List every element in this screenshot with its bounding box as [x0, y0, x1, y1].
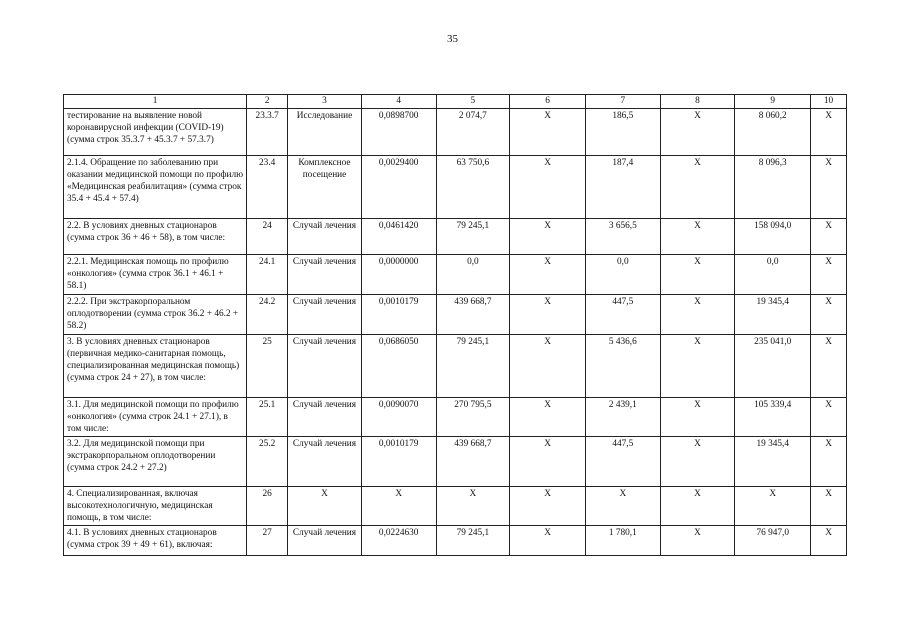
row-col6-cell: X [510, 398, 586, 437]
table-row [64, 398, 847, 437]
row-code-cell: 25 [247, 335, 288, 398]
column-header-4: 4 [361, 95, 436, 109]
row-col8-cell: X [660, 156, 735, 219]
row-name-cell: 2.2.2. При экстракорпоральном оплодотворении (сумма строк 36.2 + 46.2 + 58.2) [64, 295, 247, 335]
row-name-cell: 3.1. Для медицинской помощи по профилю «онкология» (сумма строк 24.1 + 27.1), в том числе: [64, 398, 247, 437]
row-col7-cell: 5 436,6 [585, 335, 660, 398]
row-col5-cell: 2 074,7 [436, 109, 510, 156]
row-col9-cell: 0,0 [735, 255, 811, 295]
row-col5-cell: 439 668,7 [436, 295, 510, 335]
row-col5-cell: 63 750,6 [436, 156, 510, 219]
row-col4-cell: X [361, 487, 436, 526]
row-code-cell: 25.2 [247, 437, 288, 487]
row-col5-cell: 79 245,1 [436, 526, 510, 556]
column-header-10: 10 [811, 95, 847, 109]
row-code-cell: 25.1 [247, 398, 288, 437]
table-body [64, 109, 847, 556]
row-col9-cell: 158 094,0 [735, 219, 811, 255]
row-col6-cell: X [510, 255, 586, 295]
row-col8-cell: X [660, 398, 735, 437]
row-col5-cell: 439 668,7 [436, 437, 510, 487]
row-col10-cell: X [811, 109, 847, 156]
row-name-cell: 3. В условиях дневных стационаров (первичная медико-санитарная помощь, специализированная медицинская помощь) (сумма строк 24 + 27), в том числе: [64, 335, 247, 398]
row-unit-cell: Случай лечения [288, 255, 362, 295]
row-col6-cell: X [510, 335, 586, 398]
row-col8-cell: X [660, 219, 735, 255]
row-col10-cell: X [811, 526, 847, 556]
row-col7-cell: 3 656,5 [585, 219, 660, 255]
row-unit-cell: Комплексное посещение [288, 156, 362, 219]
row-col4-cell: 0,0010179 [361, 437, 436, 487]
row-code-cell: 24 [247, 219, 288, 255]
row-col8-cell: X [660, 437, 735, 487]
table-row [64, 255, 847, 295]
row-col10-cell: X [811, 398, 847, 437]
row-col4-cell: 0,0010179 [361, 295, 436, 335]
row-code-cell: 24.1 [247, 255, 288, 295]
row-col5-cell: 79 245,1 [436, 219, 510, 255]
row-name-cell: 4.1. В условиях дневных стационаров (сумма строк 39 + 49 + 61), включая: [64, 526, 247, 556]
row-col4-cell: 0,0686050 [361, 335, 436, 398]
row-col8-cell: X [660, 295, 735, 335]
row-col7-cell: 0,0 [585, 255, 660, 295]
table-row [64, 335, 847, 398]
row-col10-cell: X [811, 156, 847, 219]
column-header-3: 3 [288, 95, 362, 109]
table-row [64, 156, 847, 219]
row-col6-cell: X [510, 295, 586, 335]
row-code-cell: 23.3.7 [247, 109, 288, 156]
row-col9-cell: 76 947,0 [735, 526, 811, 556]
row-col4-cell: 0,0461420 [361, 219, 436, 255]
table-row [64, 219, 847, 255]
row-col10-cell: X [811, 335, 847, 398]
column-header-6: 6 [510, 95, 586, 109]
row-col10-cell: X [811, 255, 847, 295]
row-col4-cell: 0,0224630 [361, 526, 436, 556]
row-col7-cell: 1 780,1 [585, 526, 660, 556]
row-unit-cell: Случай лечения [288, 437, 362, 487]
row-col8-cell: X [660, 109, 735, 156]
row-code-cell: 23.4 [247, 156, 288, 219]
row-col10-cell: X [811, 437, 847, 487]
row-col9-cell: X [735, 487, 811, 526]
column-header-2: 2 [247, 95, 288, 109]
row-col5-cell: X [436, 487, 510, 526]
row-unit-cell: X [288, 487, 362, 526]
row-col6-cell: X [510, 109, 586, 156]
row-unit-cell: Случай лечения [288, 219, 362, 255]
row-col8-cell: X [660, 255, 735, 295]
row-col10-cell: X [811, 219, 847, 255]
column-header-8: 8 [660, 95, 735, 109]
row-col4-cell: 0,0898700 [361, 109, 436, 156]
row-col7-cell: 187,4 [585, 156, 660, 219]
row-col8-cell: X [660, 335, 735, 398]
row-col9-cell: 8 060,2 [735, 109, 811, 156]
table-row [64, 109, 847, 156]
row-col6-cell: X [510, 437, 586, 487]
column-header-1: 1 [64, 95, 247, 109]
row-col9-cell: 105 339,4 [735, 398, 811, 437]
row-col5-cell: 270 795,5 [436, 398, 510, 437]
row-col5-cell: 79 245,1 [436, 335, 510, 398]
row-col7-cell: 2 439,1 [585, 398, 660, 437]
header-row [64, 95, 847, 109]
page-number: 35 [447, 33, 458, 45]
row-col7-cell: 447,5 [585, 437, 660, 487]
column-header-5: 5 [436, 95, 510, 109]
row-col9-cell: 235 041,0 [735, 335, 811, 398]
row-col7-cell: 186,5 [585, 109, 660, 156]
table-row [64, 526, 847, 556]
row-code-cell: 27 [247, 526, 288, 556]
row-unit-cell: Случай лечения [288, 398, 362, 437]
row-unit-cell: Случай лечения [288, 295, 362, 335]
row-col9-cell: 19 345,4 [735, 437, 811, 487]
row-col8-cell: X [660, 487, 735, 526]
row-col6-cell: X [510, 219, 586, 255]
row-name-cell: тестирование на выявление новой коронавирусной инфекции (COVID-19) (сумма строк 35.3.7 + 45.3.7 + 57.3.7) [64, 109, 247, 156]
column-header-7: 7 [585, 95, 660, 109]
row-col9-cell: 19 345,4 [735, 295, 811, 335]
row-name-cell: 4. Специализированная, включая высокотехнологичную, медицинская помощь, в том числе: [64, 487, 247, 526]
table-row [64, 487, 847, 526]
row-col4-cell: 0,0029400 [361, 156, 436, 219]
row-col10-cell: X [811, 487, 847, 526]
row-code-cell: 26 [247, 487, 288, 526]
row-col8-cell: X [660, 526, 735, 556]
row-col4-cell: 0,0000000 [361, 255, 436, 295]
row-col5-cell: 0,0 [436, 255, 510, 295]
row-name-cell: 2.1.4. Обращение по заболеванию при оказании медицинской помощи по профилю «Медицинская реабилитация» (сумма строк 35.4 + 45.4 + 57.4) [64, 156, 247, 219]
row-col7-cell: X [585, 487, 660, 526]
row-col7-cell: 447,5 [585, 295, 660, 335]
row-name-cell: 2.2.1. Медицинская помощь по профилю «онкология» (сумма строк 36.1 + 46.1 + 58.1) [64, 255, 247, 295]
row-col6-cell: X [510, 487, 586, 526]
row-unit-cell: Исследование [288, 109, 362, 156]
row-unit-cell: Случай лечения [288, 526, 362, 556]
table-row [64, 295, 847, 335]
row-col10-cell: X [811, 295, 847, 335]
data-table [63, 94, 847, 556]
row-col9-cell: 8 096,3 [735, 156, 811, 219]
row-col6-cell: X [510, 156, 586, 219]
row-col6-cell: X [510, 526, 586, 556]
column-header-9: 9 [735, 95, 811, 109]
row-name-cell: 2.2. В условиях дневных стационаров (сумма строк 36 + 46 + 58), в том числе: [64, 219, 247, 255]
row-name-cell: 3.2. Для медицинской помощи при экстракорпоральном оплодотворении (сумма строк 24.2 + 27.2) [64, 437, 247, 487]
row-col4-cell: 0,0090070 [361, 398, 436, 437]
table-row [64, 437, 847, 487]
row-code-cell: 24.2 [247, 295, 288, 335]
row-unit-cell: Случай лечения [288, 335, 362, 398]
